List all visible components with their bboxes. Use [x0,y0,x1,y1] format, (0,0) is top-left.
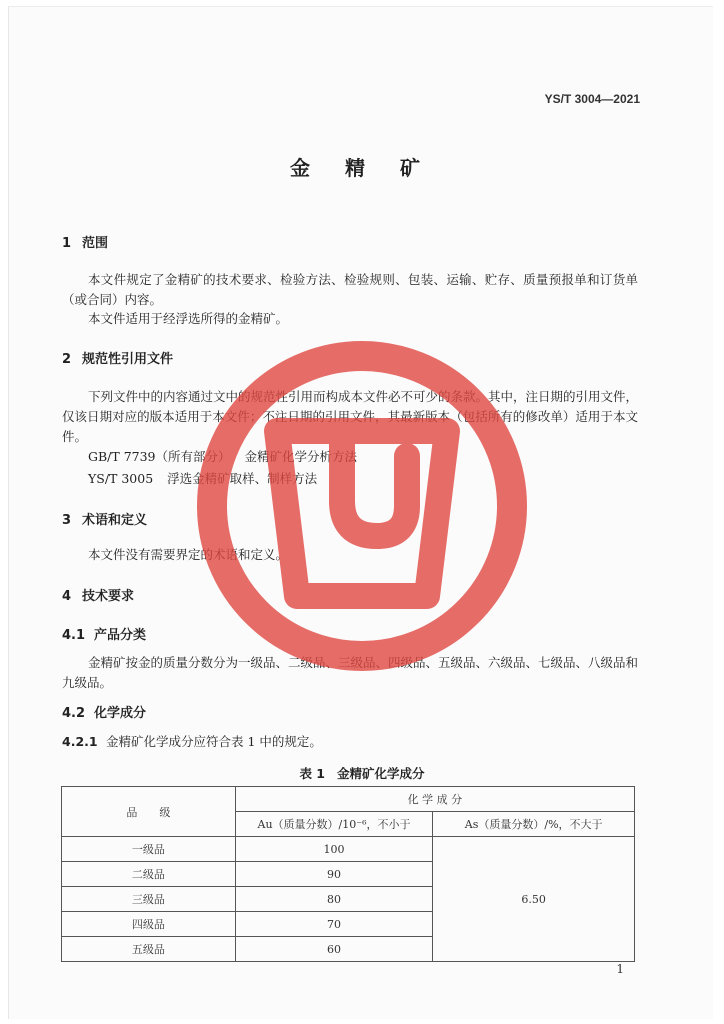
au-cell: 80 [235,887,433,912]
refs-paragraph-1: 下列文件中的内容通过文中的规范性引用而构成本文件必不可少的条款。其中，注日期的引用文件，仅该日期对应的版本适用于本文件；不注日期的引用文件，其最新版本（包括所有的修改单）适用于本文件。 [62,389,639,444]
table-1-number: 表 1 [299,766,326,781]
section-2-heading [62,348,173,367]
scope-paragraph-1: 本文件规定了金精矿的技术要求、检验方法、检验规则、包装、运输、贮存、质量预报单和订货单（或合同）内容。 [62,272,638,307]
clause-4-2-1-number: 4.2.1 [62,734,98,749]
chemical-composition-table [61,786,635,962]
section-4-number: 4 [62,589,72,604]
reference-item [88,469,317,487]
section-4-2-number: 4.2 [62,706,86,721]
clause-4-2-1-text: 金精矿化学成分应符合表 1 中的规定。 [106,734,322,749]
section-4-title: 技术要求 [82,589,135,604]
reference-code: YS/T 3005 [88,471,154,486]
terms-paragraph-1: 本文件没有需要界定的术语和定义。 [88,547,289,562]
section-1-title: 范围 [82,236,109,251]
au-cell: 100 [235,837,433,862]
section-1-heading [62,232,108,251]
scope-paragraph-2: 本文件适用于经浮选所得的金精矿。 [88,311,289,326]
au-cell: 60 [235,937,433,962]
section-4-1-title: 产品分类 [94,628,147,643]
clause-4-2-1 [62,732,322,750]
header-as: As（质量分数）/%，不大于 [433,812,635,837]
table-1-title [0,764,724,782]
section-4-2-title: 化学成分 [94,706,147,721]
section-4-heading [62,585,134,604]
product-classification-paragraph: 金精矿按金的质量分数分为一级品、二级品、三级品、四级品、五级品、六级品、七级品、八级品和九级品。 [62,655,639,690]
grade-cell: 四级品 [62,912,236,937]
reference-title: 浮选金精矿取样、制样方法 [167,471,318,486]
section-1-number: 1 [62,236,72,251]
section-2-number: 2 [62,352,72,367]
grade-cell: 一级品 [62,837,236,862]
grade-cell: 三级品 [62,887,236,912]
section-3-heading [62,509,147,528]
section-4-1-number: 4.1 [62,628,86,643]
as-cell: 6.50 [433,837,635,962]
au-cell: 90 [235,862,433,887]
table-1-caption: 金精矿化学成分 [337,766,425,781]
reference-title: 金精矿化学分析方法 [244,449,358,464]
section-3-title: 术语和定义 [82,513,148,528]
header-chemical-composition: 化 学 成 分 [235,787,634,812]
standard-number: YS/T 3004—2021 [544,92,640,106]
grade-cell: 二级品 [62,862,236,887]
document-title: 金 精 矿 [290,156,434,180]
page-number: 1 [616,962,624,976]
section-4-2-heading [62,702,146,721]
section-2-title: 规范性引用文件 [82,352,174,367]
reference-code: GB/T 7739（所有部分） [88,449,231,464]
au-cell: 70 [235,912,433,937]
header-au: Au（质量分数）/10⁻⁶，不小于 [235,812,433,837]
header-grade: 品 级 [62,787,236,837]
section-3-number: 3 [62,513,72,528]
grade-cell: 五级品 [62,937,236,962]
table-row [62,837,635,862]
section-4-1-heading [62,624,146,643]
reference-item [88,447,357,465]
